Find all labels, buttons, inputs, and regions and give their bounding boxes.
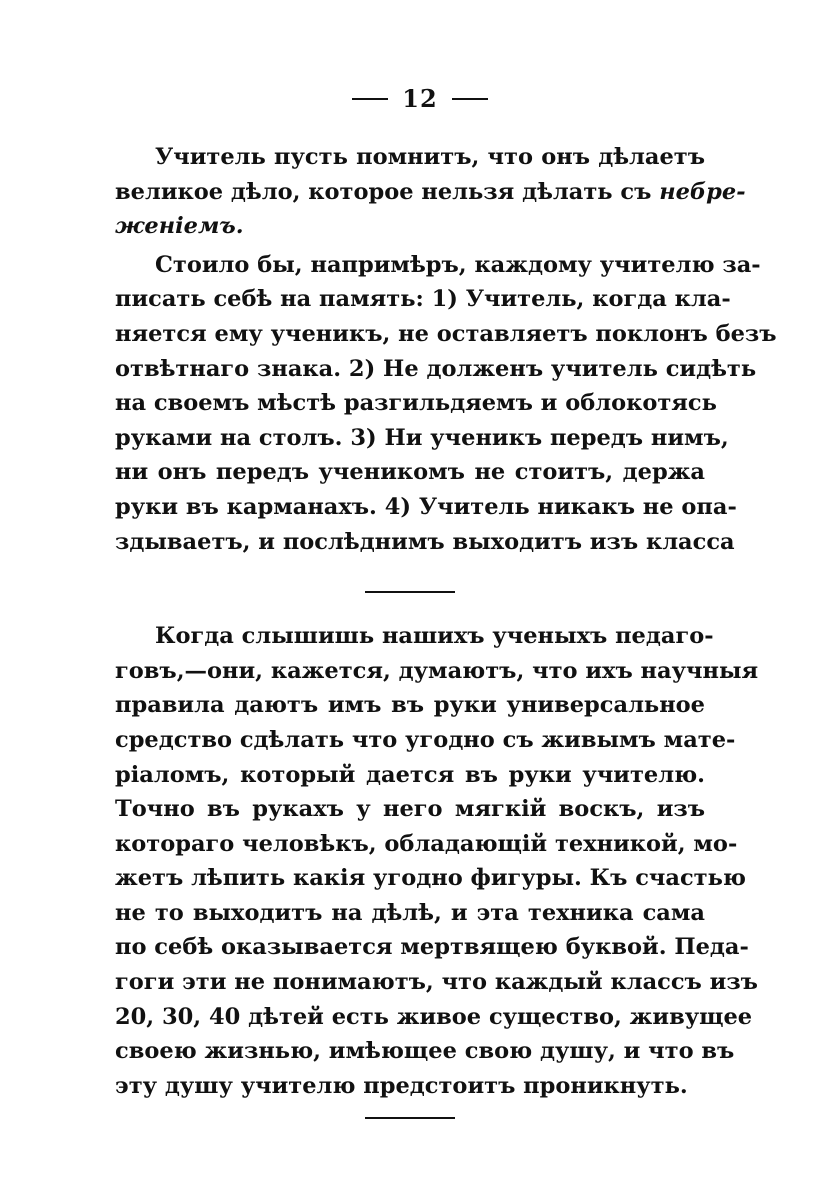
- text-line: [115, 175, 746, 210]
- text-line: писать себѣ на память: 1) Учитель, когда кла-: [115, 286, 731, 313]
- text-line: руки въ карманахъ. 4) Учитель никакъ не опа-: [115, 493, 737, 520]
- divider-rule: [365, 591, 455, 593]
- page-body: [115, 140, 777, 1133]
- text-line: средство сдѣлать что угодно съ живымъ мате-: [115, 726, 736, 753]
- text-line: своею жизнью, имѣющее свою душу, и что въ: [115, 1038, 735, 1065]
- text-line: руками на столъ. 3) Ни ученикъ передъ нимъ,: [115, 424, 729, 451]
- paragraph-2: [115, 248, 777, 559]
- text-line: правила даютъ имъ въ руки универсальное: [115, 692, 705, 719]
- text-line: Точно въ рукахъ у него мягкій воскъ, изъ: [115, 796, 705, 823]
- section-divider: [115, 559, 705, 619]
- text-segment: великое дѣло, которое нельзя дѣлать съ: [115, 178, 660, 205]
- text-line: женіемъ.: [115, 213, 244, 240]
- text-line: няется ему ученикъ, не оставляетъ поклонъ безъ: [115, 320, 777, 347]
- text-line: на своемъ мѣстѣ разгильдяемъ и облокотясь: [115, 390, 717, 417]
- text-line: жетъ лѣпить какія угодно фигуры. Къ счастью: [115, 865, 746, 892]
- text-line: здываетъ, и послѣднимъ выходитъ изъ класса: [115, 528, 735, 555]
- italic-text: небре-: [659, 178, 746, 205]
- paragraph-3: [115, 619, 759, 1103]
- header-dash-left: [352, 98, 388, 100]
- text-line: говъ,—они, кажется, думаютъ, что ихъ научныя: [115, 657, 759, 684]
- text-line: котораго человѣкъ, обладающій техникой, мо-: [115, 830, 738, 857]
- paragraph-1: [115, 140, 746, 244]
- text-line: Стоило бы, напримѣръ, каждому учителю за-: [155, 251, 761, 278]
- header-dash-right: [452, 98, 488, 100]
- text-line: Учитель пусть помнитъ, что онъ дѣлаетъ: [155, 144, 705, 170]
- page-number: 12: [402, 84, 438, 113]
- text-line: по себѣ оказывается мертвящею буквой. Педа-: [115, 934, 749, 961]
- page-header: [0, 84, 840, 113]
- text-line: гоги эти не понимаютъ, что каждый классъ изъ: [115, 969, 758, 996]
- end-divider: [115, 1103, 705, 1133]
- text-line: не то выходитъ на дѣлѣ, и эта техника сама: [115, 899, 705, 926]
- text-line: 20, 30, 40 дѣтей есть живое существо, живущее: [115, 1003, 753, 1030]
- text-line: ріаломъ, который дается въ руки учителю.: [115, 761, 705, 788]
- divider-rule: [365, 1117, 455, 1119]
- text-line: эту душу учителю предстоитъ проникнуть.: [115, 1072, 688, 1099]
- text-line: ни онъ передъ ученикомъ не стоитъ, держа: [115, 459, 705, 486]
- text-line: Когда слышишь нашихъ ученыхъ педаго-: [155, 623, 714, 650]
- text-line: отвѣтнаго знака. 2) Не долженъ учитель сидѣть: [115, 355, 757, 382]
